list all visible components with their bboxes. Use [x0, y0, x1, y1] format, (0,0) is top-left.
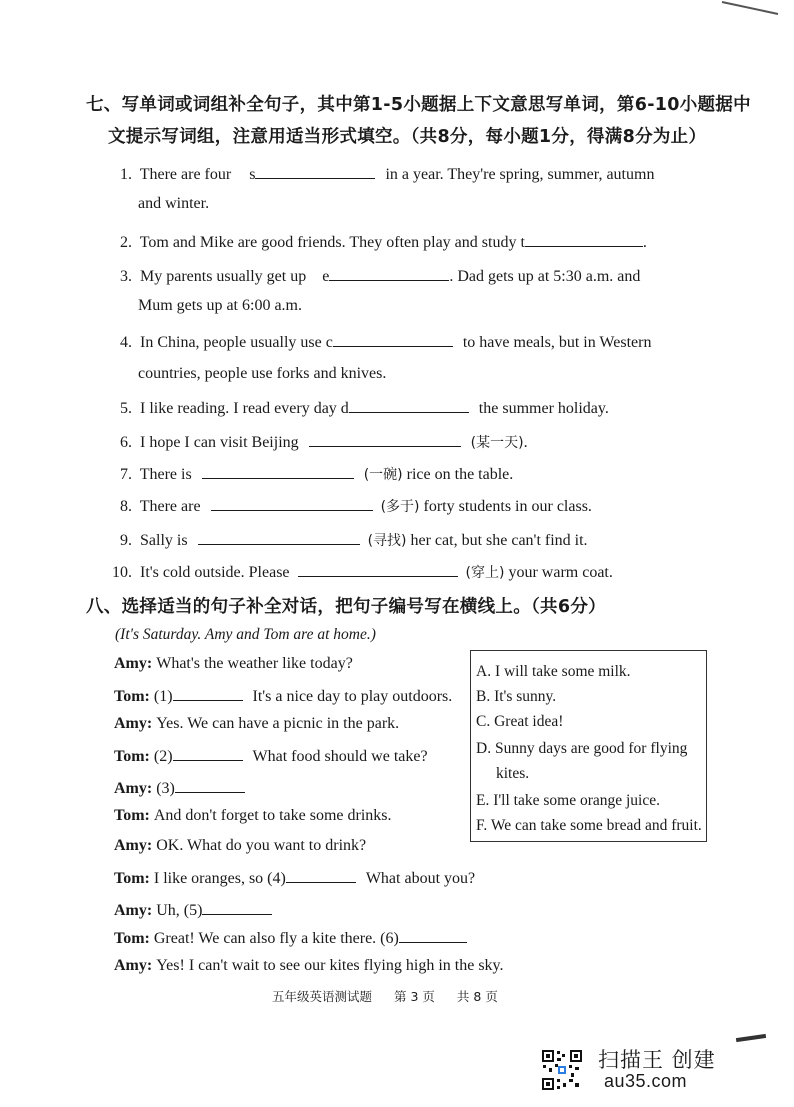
answer-blank[interactable]: [202, 462, 354, 479]
total-pages: 共 8 页: [456, 989, 498, 1004]
dialogue-line: Tom: (1) It's a nice day to play outdoors.: [114, 684, 452, 707]
answer-blank[interactable]: [399, 926, 467, 943]
question-1: 1. There are four s in a year. They're spring, summer, autumn: [120, 162, 654, 185]
section8-title: 八、选择适当的句子补全对话，把句子编号写在横线上。（共6分）: [86, 597, 606, 617]
answer-blank[interactable]: [198, 528, 360, 545]
scanner-url: au35.com: [604, 1071, 688, 1091]
section7-title-line2: 文提示写词组，注意用适当形式填空。（共8分，每小题1分，得满8分为止）: [108, 127, 707, 147]
question-8: 8. There are (多于) forty students in our class.: [120, 494, 592, 517]
answer-blank[interactable]: [286, 866, 356, 883]
answer-blank[interactable]: [525, 230, 643, 247]
question-1-cont: and winter.: [138, 195, 210, 212]
option-d: D. Sunny days are good for flying: [476, 740, 688, 757]
dialogue-line: Amy: Yes! I can't wait to see our kites flying high in the sky.: [114, 957, 504, 974]
option-a: A. I will take some milk.: [476, 663, 631, 680]
dialogue-line: Tom: I like oranges, so (4) What about you?: [114, 866, 475, 889]
dialogue-line: Amy: What's the weather like today?: [114, 655, 353, 672]
dialogue-line: Tom: (2) What food should we take?: [114, 744, 428, 767]
answer-blank[interactable]: [175, 776, 245, 793]
question-4-cont: countries, people use forks and knives.: [138, 365, 387, 382]
question-7: 7. There is (一碗) rice on the table.: [120, 462, 513, 485]
question-3-cont: Mum gets up at 6:00 a.m.: [138, 297, 302, 314]
dialogue-line: Tom: And don't forget to take some drinks.: [114, 807, 392, 824]
option-b: B. It's sunny.: [476, 688, 557, 705]
dialogue-line: Amy: (3): [114, 776, 245, 799]
answer-blank[interactable]: [202, 898, 272, 915]
dialogue-line: Tom: Great! We can also fly a kite there. (6): [114, 926, 467, 949]
answer-blank[interactable]: [329, 264, 449, 281]
answer-blank[interactable]: [211, 494, 373, 511]
section7-title-line1: 七、写单词或词组补全句子，其中第1-5小题据上下文意思写单词，第6-10小题据中: [86, 95, 751, 115]
page-number: 第 3 页: [394, 989, 435, 1004]
answer-blank[interactable]: [309, 430, 461, 447]
question-2: 2. Tom and Mike are good friends. They often play and study t .: [120, 230, 647, 253]
option-c: C. Great idea!: [476, 713, 564, 730]
answer-blank[interactable]: [255, 162, 375, 179]
question-5: 5. I like reading. I read every day d the summer holiday.: [120, 396, 609, 419]
option-d-cont: kites.: [496, 765, 530, 782]
scan-edge-mark: [736, 1034, 766, 1042]
qr-code-icon: [541, 1049, 583, 1091]
question-3: 3. My parents usually get up e . Dad gets up at 5:30 a.m. and: [120, 264, 640, 287]
dialogue-line: Amy: Yes. We can have a picnic in the park.: [114, 715, 400, 732]
scanner-brand: 扫描王 创建: [598, 1048, 716, 1072]
question-10: 10. It's cold outside. Please (穿上) your warm coat.: [112, 560, 613, 583]
dialogue-line: Amy: Uh, (5): [114, 898, 272, 921]
dialogue-context: (It's Saturday. Amy and Tom are at home.): [115, 626, 376, 643]
question-4: 4. In China, people usually use c to have meals, but in Western: [120, 330, 651, 353]
answer-blank[interactable]: [173, 744, 243, 761]
answer-blank[interactable]: [333, 330, 453, 347]
dialogue-line: Amy: OK. What do you want to drink?: [114, 837, 367, 854]
page-footer: [272, 987, 520, 1005]
scan-corner-mark: [720, 0, 780, 18]
exam-title: 五年级英语测试题: [272, 989, 373, 1004]
option-f: F. We can take some bread and fruit.: [476, 817, 702, 834]
question-6: 6. I hope I can visit Beijing (某一天).: [120, 430, 528, 453]
option-e: E. I'll take some orange juice.: [476, 792, 660, 809]
question-9: 9. Sally is (寻找) her cat, but she can't find it.: [120, 528, 588, 551]
answer-blank[interactable]: [349, 396, 469, 413]
answer-blank[interactable]: [173, 684, 243, 701]
answer-blank[interactable]: [298, 560, 458, 577]
